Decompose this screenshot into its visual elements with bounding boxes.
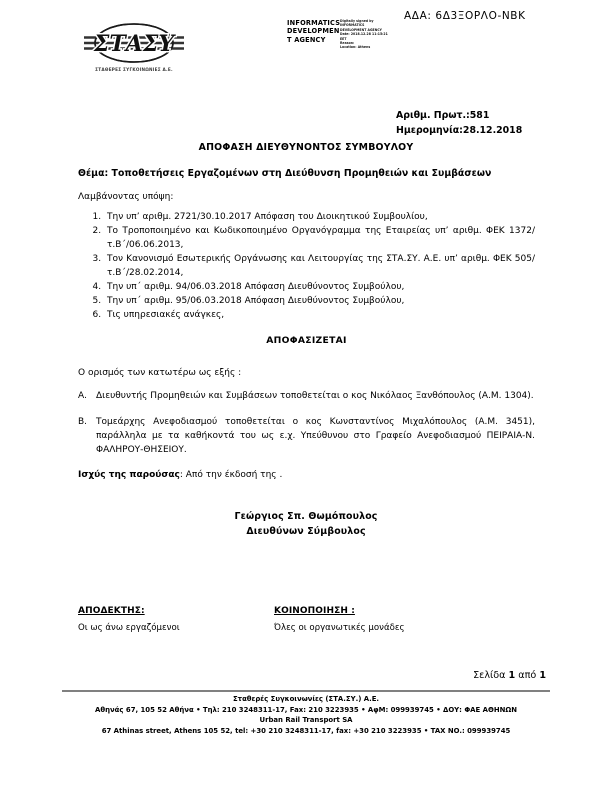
list-item: 4. Την υπ΄ αριθμ. 94/06.03.2018 Απόφαση Διευθύνοντος Συμβούλου, [104,281,535,295]
clause-a [78,390,535,404]
validity-value: : Από την έκδοσή της . [179,469,283,480]
signature-block [0,510,612,539]
signature-agency-name [287,19,341,44]
list-item: 3. Τον Κανονισμό Εσωτερικής Οργάνωσης και Λειτουργίας της ΣΤΑ.ΣΥ. Α.Ε. υπ’ αριθμ. ΦΕΚ 505/τ.Β΄/28.02.2014, [104,253,535,280]
ada-code: ΑΔΑ: 6Δ3ΞΟΡΛΟ-ΝΒΚ [404,10,526,22]
footer-line-2 [0,705,612,716]
signer-title: Διευθύνων Σύμβουλος [246,525,366,537]
page-number-middle: από [515,670,540,681]
validity-line [78,470,535,480]
signature-detail-line-6: Reason: [340,40,355,45]
document-title: ΑΠΟΦΑΣΗ ΔΙΕΥΘΥΝΟΝΤΟΣ ΣΥΜΒΟΥΛΟΥ [198,142,414,153]
signature-detail-line-4: Date: 2018.12.28 11:15:21 [340,32,388,37]
clause-b [78,416,535,458]
protocol-block [396,108,522,138]
protocol-number: Αριθμ. Πρωτ.:581 [396,110,490,121]
footer-line-4 [0,726,612,737]
signature-detail-line-5: EET [340,36,347,41]
signature-detail-line-2: INFORMATICS [340,23,365,28]
signature-detail-line-3: DEVELOPMENT AGENCY [340,27,382,32]
logo-caption: ΣΤΑΘΕΡΕΣ ΣΥΓΚΟΙΝΩΝΙΕΣ Α.Ε. [95,67,173,72]
company-logo [78,20,190,72]
page-number [0,670,546,681]
signature-agency-line-1: INFORMATICS [287,19,341,27]
footer-line-1 [0,694,612,705]
stasy-logo-icon [82,20,186,66]
svg-text:ΣΤΑΣΥ: ΣΤΑΣΥ [93,31,175,57]
signature-detail-line-1: Digitally signed by [340,19,374,23]
clause-b-text: Τομεάρχης Ανεφοδιασμού τοποθετείται ο κος Κωνσταντίνος Μιχαλόπουλος (Α.Μ. 3451), παράλληλα με τα καθήκοντά του ως ε.χ. Υπεύθυνου στο Γραφείο Ανεφοδιασμού ΠΕΙΡΑΙΑ-Ν. ΦΑΛΗΡΟΥ-ΘΗΣΕΙΟΥ. [96,416,535,455]
recipient-to-column [78,606,274,633]
document-footer [0,694,612,737]
footer-address-el: Αθηνάς 67, 105 52 Αθήνα • Τηλ: 210 3248311-17, Fax: 210 3223935 • ΑφΜ: 099939745 • ΔΟΥ: ΦΑΕ ΑΘΗΝΩΝ [95,705,517,714]
page-number-current: 1 [508,670,516,681]
recipient-cc-heading: ΚΟΙΝΟΠΟΙΗΣΗ : [274,606,355,616]
page-number-total: 1 [539,670,546,681]
digital-signature-stamp [287,19,391,59]
considerations-intro: Λαμβάνοντας υπόψη: [78,192,174,202]
document-header [0,0,612,100]
page-number-prefix: Σελίδα [473,670,509,681]
signature-agency-line-2: DEVELOPMEN [287,27,340,36]
footer-address-en: 67 Athinas street, Athens 105 52, tel: +30 210 3248311-17, fax: +30 210 3223935 • TAX NO.: 099939745 [101,727,511,736]
considerations-list [78,211,535,323]
recipient-to-heading: ΑΠΟΔΕΚΤΗΣ: [78,606,145,616]
signature-details [340,19,390,50]
footer-company-name-el: Σταθερές Συγκοινωνίες (ΣΤΑ.ΣΥ.) Α.Ε. [232,695,380,703]
list-item: 1. Την υπ’ αριθμ. 2721/30.10.2017 Απόφαση του Διοικητικού Συμβουλίου, [104,211,535,225]
list-item: 2. Το Τροποποιημένο και Κωδικοποιημένο Οργανόγραμμα της Εταιρείας υπ’ αριθμ. ΦΕΚ 1372/τ.Β΄/06.06.2013, [104,225,535,252]
footer-line-3 [0,715,612,726]
recipient-to-body: Οι ως άνω εργαζόμενοι [78,623,180,633]
clause-a-text: Διευθυντής Προμηθειών και Συμβάσεων τοποθετείται ο κος Νικόλαος Ξανθόπουλος (Α.Μ. 1304). [96,390,534,401]
clause-b-marker: Β. [78,416,88,427]
list-item: 6. Τις υπηρεσιακές ανάγκες, [104,309,535,323]
footer-divider [62,690,550,692]
clauses-lead-in: Ο ορισμός των κατωτέρω ως εξής : [78,367,242,378]
validity-label: Ισχύς της παρούσας [78,469,180,480]
recipients-block [78,606,535,633]
recipient-cc-body: Όλες οι οργανωτικές μονάδες [274,623,405,633]
approves-heading: ΑΠΟΦΑΣΙΖΕΤΑΙ [266,334,347,346]
list-item: 5. Την υπ΄ αριθμ. 95/06.03.2018 Απόφαση Διευθύνοντος Συμβούλου, [104,295,535,309]
signature-detail-line-7: Location: Athens [340,45,371,50]
document-body [78,168,535,480]
protocol-date: Ημερομηνία:28.12.2018 [396,125,523,137]
clause-a-marker: Α. [78,390,88,401]
signer-name: Γεώργιος Σπ. Θωμόπουλος [234,511,378,522]
footer-company-name-en: Urban Rail Transport SA [259,716,353,725]
recipient-cc-column [274,606,534,633]
signature-agency-line-3: T AGENCY [287,35,326,44]
subject-line: Θέμα: Τοποθετήσεις Εργαζομένων στη Διεύθυνση Προμηθειών και Συμβάσεων [78,168,492,179]
